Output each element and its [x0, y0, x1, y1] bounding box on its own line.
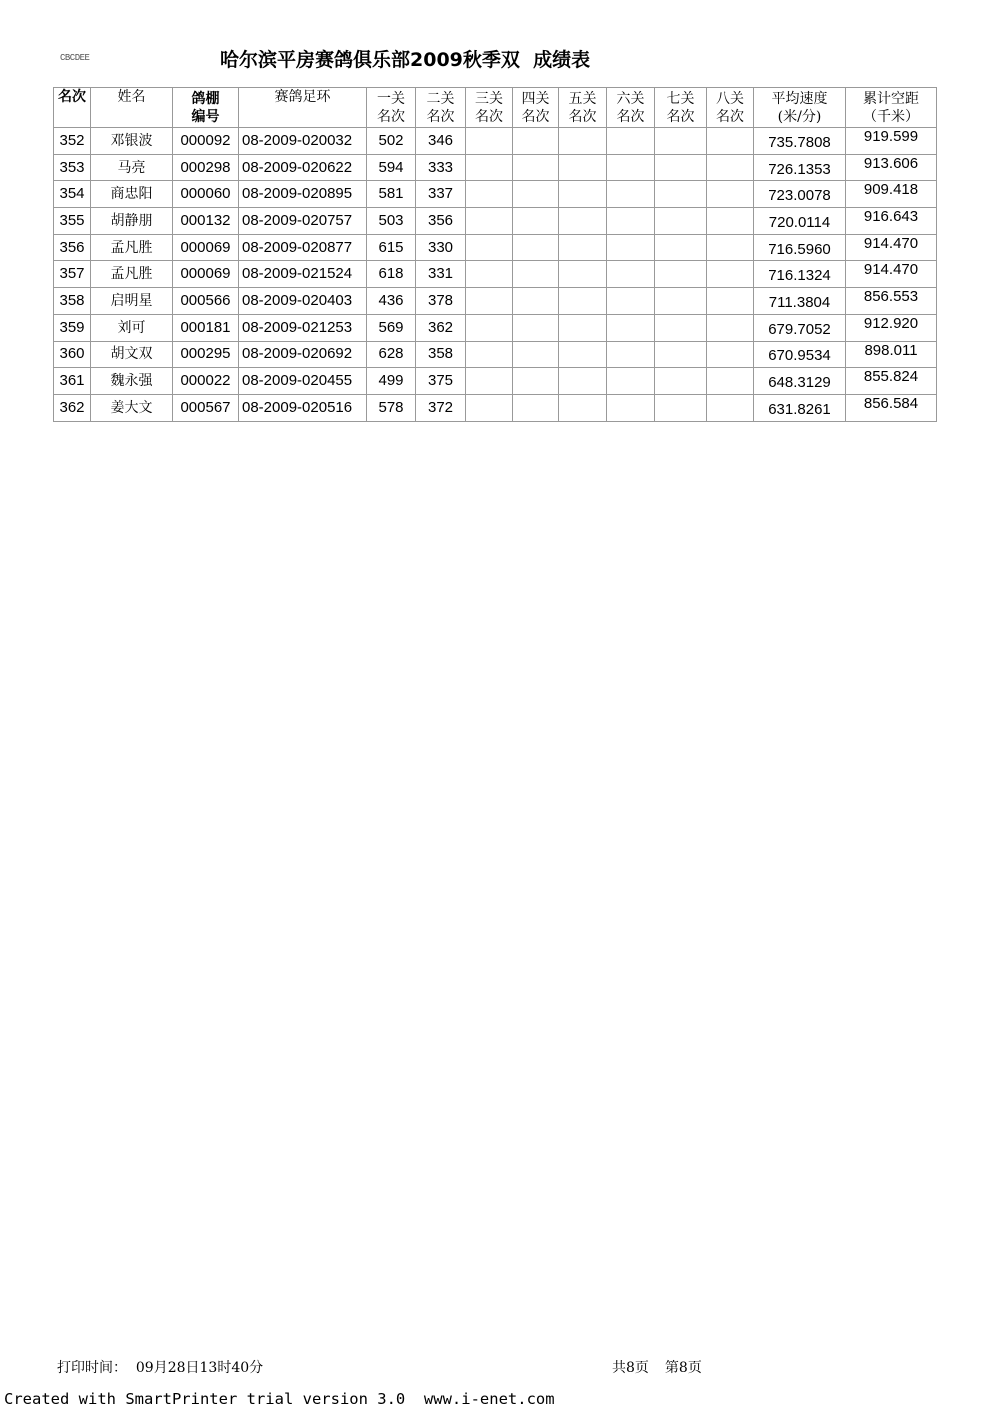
- cell-stage-7: [655, 208, 707, 235]
- cell-stage-1: 578: [367, 394, 416, 421]
- cell-avg-speed: 720.0114: [754, 208, 846, 235]
- cell-distance: 856.584: [846, 394, 937, 421]
- cell-stage-7: [655, 394, 707, 421]
- header-stage-7: [655, 88, 707, 128]
- cell-stage-1: 628: [367, 341, 416, 368]
- cell-stage-6: [607, 368, 655, 395]
- cell-avg-speed: 711.3804: [754, 288, 846, 315]
- cell-stage-6: [607, 394, 655, 421]
- cell-loft-id: 000022: [173, 368, 239, 395]
- cell-loft-id: 000092: [173, 128, 239, 155]
- cell-avg-speed: 679.7052: [754, 314, 846, 341]
- cell-stage-6: [607, 181, 655, 208]
- total-pages: 共8页: [612, 1360, 649, 1376]
- cell-stage-3: [466, 394, 513, 421]
- cell-stage-2: 337: [416, 181, 466, 208]
- header-stage-line1: 六关: [616, 90, 645, 107]
- cell-stage-3: [466, 128, 513, 155]
- table-row: [54, 128, 937, 155]
- cell-ring: 08-2009-020692: [239, 341, 367, 368]
- header-distance-line2: （千米）: [863, 108, 919, 125]
- header-stage-line1: 七关: [666, 90, 695, 107]
- cell-stage-1: 615: [367, 234, 416, 261]
- cell-stage-2: 378: [416, 288, 466, 315]
- cell-stage-6: [607, 128, 655, 155]
- cell-stage-4: [513, 288, 559, 315]
- cell-rank: 360: [54, 341, 91, 368]
- cell-name: 姜大文: [91, 394, 173, 421]
- cell-stage-4: [513, 128, 559, 155]
- cell-ring: 08-2009-020516: [239, 394, 367, 421]
- cell-rank: 358: [54, 288, 91, 315]
- cell-rank: 359: [54, 314, 91, 341]
- print-time: 打印时间： 09月28日13时40分: [57, 1360, 264, 1376]
- cell-ring: 08-2009-020895: [239, 181, 367, 208]
- cell-stage-1: 499: [367, 368, 416, 395]
- cell-stage-3: [466, 261, 513, 288]
- header-stage-line2: 名次: [475, 108, 503, 125]
- cell-ring: 08-2009-020032: [239, 128, 367, 155]
- header-stage-line2: 名次: [377, 108, 405, 125]
- cell-stage-1: 503: [367, 208, 416, 235]
- header-stage-line1: 四关: [521, 90, 550, 107]
- cell-ring: 08-2009-020877: [239, 234, 367, 261]
- header-name: 姓名: [91, 88, 173, 128]
- cell-stage-4: [513, 368, 559, 395]
- cell-rank: 362: [54, 394, 91, 421]
- cell-stage-2: 330: [416, 234, 466, 261]
- cell-stage-3: [466, 234, 513, 261]
- cell-loft-id: 000069: [173, 234, 239, 261]
- cell-name: 启明星: [91, 288, 173, 315]
- cell-rank: 354: [54, 181, 91, 208]
- header-loft-id: [173, 88, 239, 128]
- cell-rank: 352: [54, 128, 91, 155]
- cell-stage-5: [559, 181, 607, 208]
- cell-stage-6: [607, 288, 655, 315]
- cell-stage-4: [513, 341, 559, 368]
- cell-ring: 08-2009-021524: [239, 261, 367, 288]
- cell-stage-5: [559, 288, 607, 315]
- cell-stage-4: [513, 314, 559, 341]
- cell-stage-5: [559, 128, 607, 155]
- table-row: [54, 341, 937, 368]
- cell-stage-3: [466, 181, 513, 208]
- header-stage-3: [466, 88, 513, 128]
- cell-stage-5: [559, 368, 607, 395]
- cell-stage-7: [655, 368, 707, 395]
- cell-stage-6: [607, 234, 655, 261]
- cell-ring: 08-2009-020622: [239, 154, 367, 181]
- header-speed-line2: (米/分): [777, 108, 822, 125]
- cell-distance: 856.553: [846, 288, 937, 315]
- table-row: [54, 368, 937, 395]
- header-ring: 赛鸽足环: [239, 88, 367, 128]
- cell-stage-5: [559, 208, 607, 235]
- header-stage-line2: 名次: [716, 108, 744, 125]
- cell-rank: 361: [54, 368, 91, 395]
- cell-avg-speed: 723.0078: [754, 181, 846, 208]
- cell-stage-3: [466, 341, 513, 368]
- cell-loft-id: 000567: [173, 394, 239, 421]
- cell-stage-3: [466, 314, 513, 341]
- cell-stage-6: [607, 314, 655, 341]
- header-stage-line2: 名次: [521, 108, 550, 125]
- cell-stage-2: 331: [416, 261, 466, 288]
- cell-ring: 08-2009-020455: [239, 368, 367, 395]
- header-stage-5: [559, 88, 607, 128]
- cell-stage-3: [466, 154, 513, 181]
- cell-distance: 916.643: [846, 208, 937, 235]
- cell-stage-3: [466, 208, 513, 235]
- header-stage-line2: 名次: [568, 108, 597, 125]
- table-row: [54, 208, 937, 235]
- cell-stage-2: 372: [416, 394, 466, 421]
- cell-stage-2: 362: [416, 314, 466, 341]
- cell-stage-2: 358: [416, 341, 466, 368]
- cell-loft-id: 000132: [173, 208, 239, 235]
- cell-rank: 353: [54, 154, 91, 181]
- cell-distance: 919.599: [846, 128, 937, 155]
- header-stage-line1: 一关: [377, 90, 405, 107]
- header-stage-1: [367, 88, 416, 128]
- cell-stage-5: [559, 394, 607, 421]
- cell-stage-6: [607, 341, 655, 368]
- cell-stage-7: [655, 181, 707, 208]
- cell-stage-1: 594: [367, 154, 416, 181]
- cell-stage-7: [655, 154, 707, 181]
- cell-stage-1: 581: [367, 181, 416, 208]
- cell-stage-8: [707, 154, 754, 181]
- cell-name: 马亮: [91, 154, 173, 181]
- cell-distance: 912.920: [846, 314, 937, 341]
- header-speed-line1: 平均速度: [771, 90, 828, 107]
- header-stage-4: [513, 88, 559, 128]
- cell-distance: 913.606: [846, 154, 937, 181]
- cell-name: 胡静朋: [91, 208, 173, 235]
- cell-stage-8: [707, 181, 754, 208]
- cell-stage-5: [559, 341, 607, 368]
- header-stage-2: [416, 88, 466, 128]
- cell-name: 刘可: [91, 314, 173, 341]
- cell-rank: 356: [54, 234, 91, 261]
- cell-stage-5: [559, 314, 607, 341]
- cell-ring: 08-2009-021253: [239, 314, 367, 341]
- cell-ring: 08-2009-020757: [239, 208, 367, 235]
- cell-name: 商忠阳: [91, 181, 173, 208]
- cell-stage-2: 346: [416, 128, 466, 155]
- cell-stage-1: 618: [367, 261, 416, 288]
- table-row: [54, 154, 937, 181]
- cell-stage-7: [655, 234, 707, 261]
- cell-name: 孟凡胜: [91, 261, 173, 288]
- cell-stage-4: [513, 181, 559, 208]
- cell-stage-6: [607, 208, 655, 235]
- header-stage-line2: 名次: [426, 108, 455, 125]
- table-row: [54, 314, 937, 341]
- cell-stage-8: [707, 288, 754, 315]
- cell-stage-3: [466, 288, 513, 315]
- header-cumulative-distance: [846, 88, 937, 128]
- cell-loft-id: 000298: [173, 154, 239, 181]
- header-distance-line1: 累计空距: [863, 90, 919, 107]
- cell-avg-speed: 735.7808: [754, 128, 846, 155]
- cell-loft-id: 000295: [173, 341, 239, 368]
- cell-stage-7: [655, 314, 707, 341]
- cell-ring: 08-2009-020403: [239, 288, 367, 315]
- cell-loft-id: 000060: [173, 181, 239, 208]
- cell-stage-1: 502: [367, 128, 416, 155]
- cell-stage-8: [707, 234, 754, 261]
- cell-stage-4: [513, 234, 559, 261]
- header-stage-6: [607, 88, 655, 128]
- cell-stage-6: [607, 154, 655, 181]
- cell-stage-8: [707, 368, 754, 395]
- header-stage-line2: 名次: [616, 108, 645, 125]
- cell-distance: 914.470: [846, 261, 937, 288]
- header-stage-line1: 八关: [716, 90, 744, 107]
- cell-stage-7: [655, 341, 707, 368]
- cell-stage-7: [655, 128, 707, 155]
- cell-stage-8: [707, 394, 754, 421]
- cell-rank: 355: [54, 208, 91, 235]
- header-stage-line2: 名次: [666, 108, 695, 125]
- cell-stage-1: 436: [367, 288, 416, 315]
- cell-stage-4: [513, 208, 559, 235]
- cell-distance: 914.470: [846, 234, 937, 261]
- cell-name: 孟凡胜: [91, 234, 173, 261]
- cell-stage-5: [559, 261, 607, 288]
- header-loft-line2: 编号: [191, 108, 220, 125]
- results-table: [53, 87, 937, 422]
- table-header-row: [54, 88, 937, 128]
- header-stage-line1: 三关: [475, 90, 503, 107]
- cell-name: 胡文双: [91, 341, 173, 368]
- cell-loft-id: 000069: [173, 261, 239, 288]
- table-row: [54, 394, 937, 421]
- table-row: [54, 181, 937, 208]
- cell-stage-6: [607, 261, 655, 288]
- header-stage-8: [707, 88, 754, 128]
- cell-stage-5: [559, 234, 607, 261]
- page-indicator: [612, 1358, 718, 1378]
- cell-distance: 855.824: [846, 368, 937, 395]
- header-loft-line1: 鸽棚: [191, 90, 220, 107]
- table-row: [54, 261, 937, 288]
- cell-stage-8: [707, 208, 754, 235]
- cell-loft-id: 000181: [173, 314, 239, 341]
- cell-avg-speed: 726.1353: [754, 154, 846, 181]
- cell-stage-8: [707, 261, 754, 288]
- header-stage-line1: 二关: [426, 90, 455, 107]
- cell-avg-speed: 648.3129: [754, 368, 846, 395]
- table-row: [54, 234, 937, 261]
- cell-rank: 357: [54, 261, 91, 288]
- software-credit: Created with SmartPrinter trial version 3.0 www.i-enet.com: [4, 1390, 555, 1408]
- cell-stage-7: [655, 288, 707, 315]
- cell-stage-4: [513, 261, 559, 288]
- cell-stage-2: 356: [416, 208, 466, 235]
- cell-name: 魏永强: [91, 368, 173, 395]
- cell-stage-8: [707, 341, 754, 368]
- cell-stage-4: [513, 394, 559, 421]
- cell-avg-speed: 670.9534: [754, 341, 846, 368]
- cell-avg-speed: 631.8261: [754, 394, 846, 421]
- cell-stage-8: [707, 314, 754, 341]
- cell-loft-id: 000566: [173, 288, 239, 315]
- table-row: [54, 288, 937, 315]
- document-title: 哈尔滨平房赛鸽俱乐部2009秋季双 成绩表: [220, 49, 591, 71]
- cell-stage-4: [513, 154, 559, 181]
- cell-avg-speed: 716.1324: [754, 261, 846, 288]
- header-stamp: CBCDEE: [60, 53, 90, 63]
- cell-stage-5: [559, 154, 607, 181]
- cell-distance: 909.418: [846, 181, 937, 208]
- cell-stage-3: [466, 368, 513, 395]
- current-page: 第8页: [664, 1360, 702, 1376]
- cell-stage-1: 569: [367, 314, 416, 341]
- cell-avg-speed: 716.5960: [754, 234, 846, 261]
- cell-distance: 898.011: [846, 341, 937, 368]
- header-rank: 名次: [54, 88, 91, 128]
- header-stage-line1: 五关: [568, 90, 597, 107]
- header-avg-speed: [754, 88, 846, 128]
- cell-stage-2: 375: [416, 368, 466, 395]
- cell-stage-2: 333: [416, 154, 466, 181]
- cell-stage-7: [655, 261, 707, 288]
- cell-name: 邓银波: [91, 128, 173, 155]
- cell-stage-8: [707, 128, 754, 155]
